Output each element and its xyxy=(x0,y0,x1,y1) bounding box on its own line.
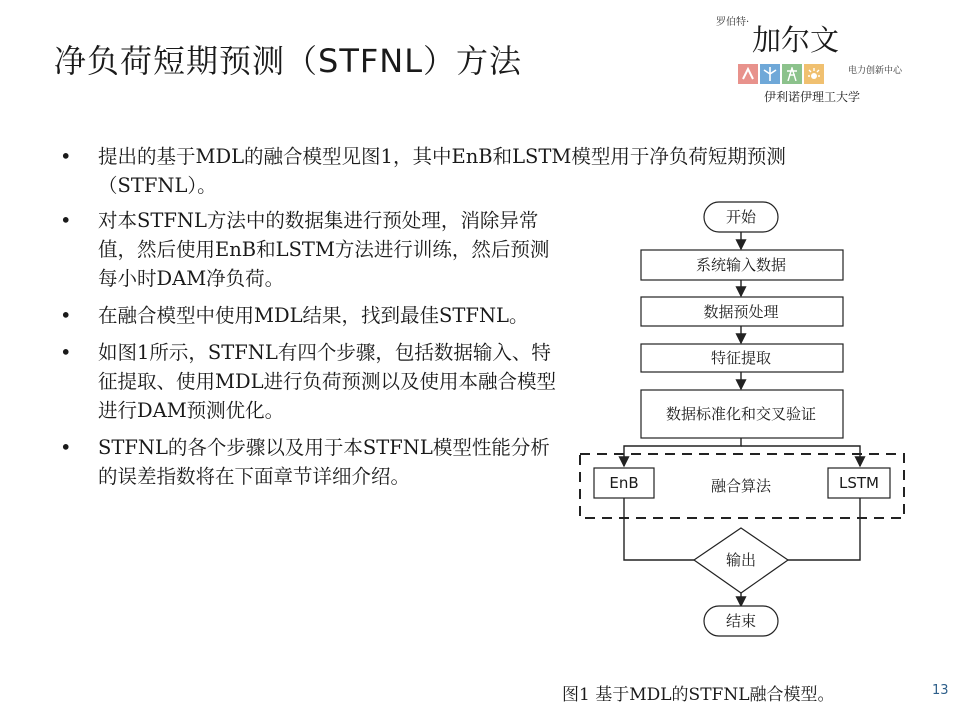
bullet-dot: • xyxy=(60,209,72,232)
figure-caption: 图1 基于MDL的STFNL融合模型。 xyxy=(562,685,835,705)
flowchart xyxy=(574,196,914,646)
flow-enb-label: EnB xyxy=(609,474,639,492)
flow-end-label: 结束 xyxy=(725,612,757,630)
logo xyxy=(712,10,912,106)
sun-icon xyxy=(804,64,824,84)
bullet-text: 提出的基于MDL的融合模型见图1，其中EnB和LSTM模型用于净负荷短期预测（STFNL）。 xyxy=(98,145,786,197)
logo-tile-icon xyxy=(738,64,758,84)
page-title: 净负荷短期预测（STFNL）方法 xyxy=(54,42,523,80)
bullet-dot: • xyxy=(60,341,72,364)
page-number: 13 xyxy=(932,683,949,698)
flow-step3-label: 特征提取 xyxy=(710,349,772,367)
logo-brand-text: 加尔文 xyxy=(752,23,840,57)
power-pylon-icon xyxy=(782,64,802,84)
logo-university-text: 伊利诺伊理工大学 xyxy=(764,90,861,104)
logo-tiles xyxy=(738,64,824,84)
wind-turbine-icon xyxy=(760,64,780,84)
bullet-text: STFNL的各个步骤以及用于本STFNL模型性能分析的误差指数将在下面章节详细介绍。 xyxy=(98,436,550,488)
bullet-item xyxy=(58,433,560,491)
bullet-dot: • xyxy=(60,436,72,459)
bullet-item xyxy=(58,338,560,425)
flow-start-label: 开始 xyxy=(725,208,757,226)
logo-center-text: 电力创新中心 xyxy=(848,66,903,76)
flow-step4-label: 数据标准化和交叉验证 xyxy=(665,405,817,423)
bullet-item xyxy=(58,206,560,293)
bullet-text: 如图1所示，STFNL有四个步骤，包括数据输入、特征提取、使用MDL进行负荷预测以及使用本融合模型进行DAM预测优化。 xyxy=(98,341,557,422)
bullet-item xyxy=(58,142,888,200)
bullet-item xyxy=(58,301,560,330)
flow-fusion-label: 融合算法 xyxy=(710,477,772,495)
flow-step1-label: 系统输入数据 xyxy=(695,256,787,274)
bullet-text: 对本STFNL方法中的数据集进行预处理，消除异常值，然后使用EnB和LSTM方法进行训练，然后预测每小时DAM净负荷。 xyxy=(98,209,550,290)
flow-lstm-label: LSTM xyxy=(839,474,879,492)
bullet-text: 在融合模型中使用MDL结果，找到最佳STFNL。 xyxy=(98,304,529,327)
flow-output-label: 输出 xyxy=(725,551,757,569)
logo-owner-text: 罗伯特· xyxy=(716,17,750,28)
flow-step2-label: 数据预处理 xyxy=(703,303,779,321)
bullet-dot: • xyxy=(60,145,72,168)
bullet-dot: • xyxy=(60,304,72,327)
